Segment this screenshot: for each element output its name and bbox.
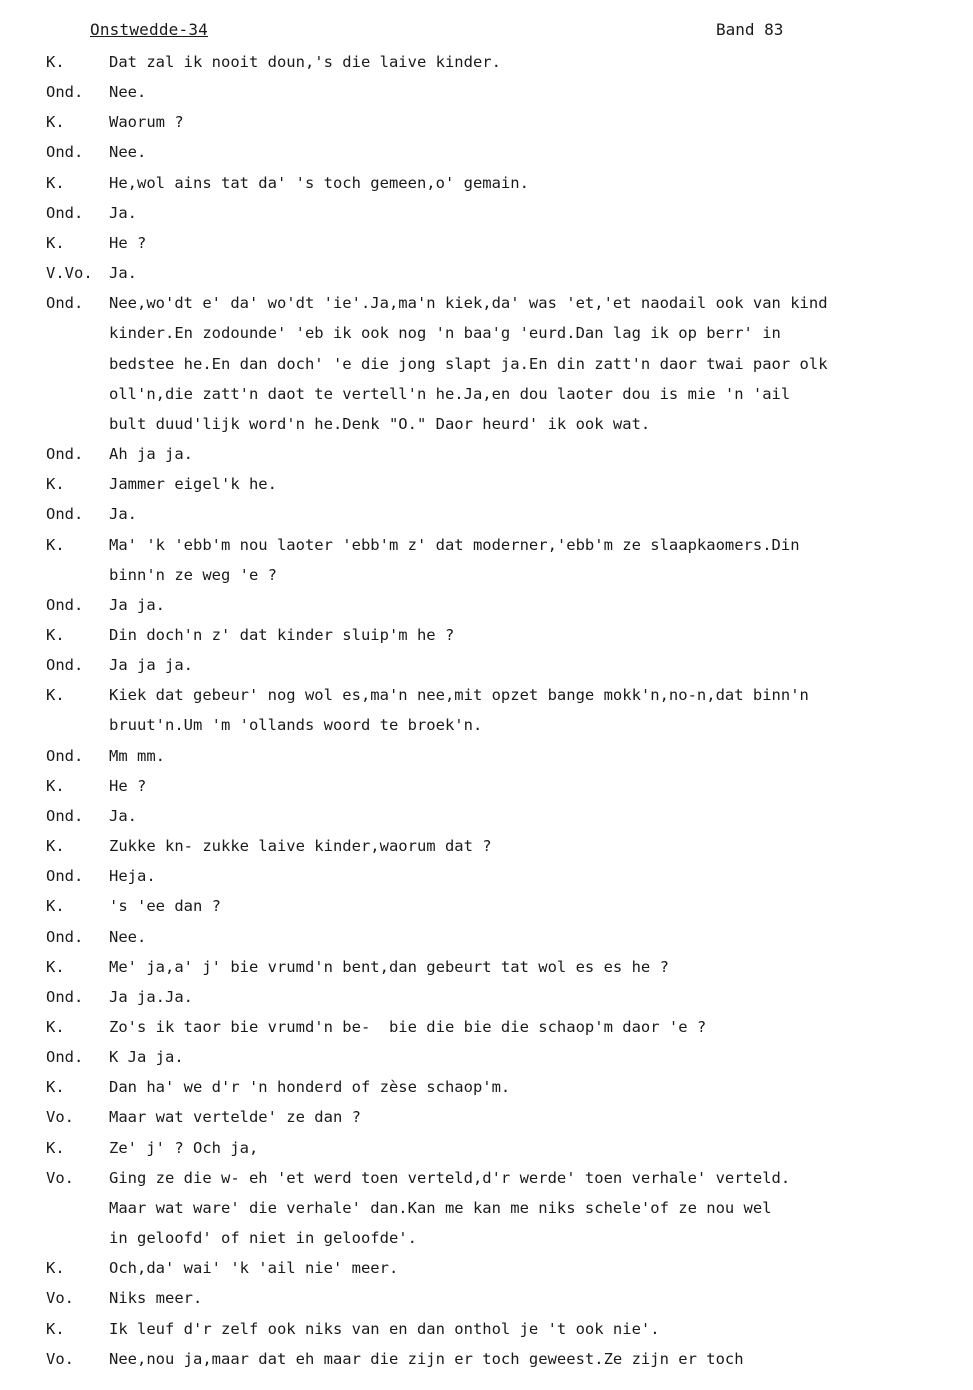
transcript-turn — [0, 861, 973, 891]
speaker-label: K. — [46, 625, 65, 644]
transcript-turn — [0, 741, 973, 771]
utterance-line: 's 'ee dan ? — [109, 897, 221, 916]
utterance-line: Ja ja. — [109, 595, 165, 614]
utterance — [109, 469, 939, 499]
utterance-line: Maar wat vertelde' ze dan ? — [109, 1108, 361, 1127]
utterance — [109, 1072, 939, 1102]
utterance-line: K Ja ja. — [109, 1048, 184, 1067]
utterance-line: Dan ha' we d'r 'n honderd of zèse schaop'm. — [109, 1078, 511, 1097]
utterance — [109, 1133, 939, 1163]
speaker-label: K. — [46, 233, 65, 252]
speaker-label: K. — [46, 173, 65, 192]
speaker-label: K. — [46, 1259, 65, 1278]
speaker-label: Ond. — [46, 1048, 84, 1067]
utterance — [109, 1283, 939, 1313]
utterance — [109, 590, 939, 620]
speaker-label: Vo. — [46, 1108, 74, 1127]
utterance — [109, 680, 939, 740]
transcript-turn — [0, 439, 973, 469]
speaker-label: K. — [46, 113, 65, 132]
utterance-line: Nee,wo'dt e' da' wo'dt 'ie'.Ja,ma'n kiek,da' was 'et,'et naodail ook van kind — [109, 294, 828, 313]
transcript-turn — [0, 137, 973, 167]
speaker-label: Ond. — [46, 746, 84, 765]
utterance-line: binn'n ze weg 'e ? — [109, 565, 277, 584]
speaker-label: K. — [46, 53, 65, 71]
page-header — [0, 20, 973, 44]
speaker-label: Vo. — [46, 1168, 74, 1187]
utterance — [109, 137, 939, 167]
speaker-label: K. — [46, 1138, 65, 1157]
speaker-label: K. — [46, 957, 65, 976]
transcript-turn — [0, 831, 973, 861]
utterance-line: Maar wat ware' die verhale' dan.Kan me kan me niks schele'of ze nou wel — [109, 1198, 772, 1217]
utterance — [109, 620, 939, 650]
transcript-turn — [0, 1072, 973, 1102]
utterance — [109, 650, 939, 680]
utterance-line: He,wol ains tat da' 's toch gemeen,o' gemain. — [109, 173, 529, 192]
transcript-turn — [0, 198, 973, 228]
utterance-line: Ja. — [109, 203, 137, 222]
speaker-label: Ond. — [46, 83, 84, 102]
transcript-turn — [0, 922, 973, 952]
utterance-line: Jammer eigel'k he. — [109, 475, 277, 494]
transcript-turn — [0, 982, 973, 1012]
transcript-turn — [0, 891, 973, 921]
utterance-line: kinder.En zodounde' 'eb ik ook nog 'n baa'g 'eurd.Dan lag ik op berr' in — [109, 324, 781, 343]
utterance-line: Ging ze die w- eh 'et werd toen verteld,d'r werde' toen verhale' verteld. — [109, 1168, 791, 1187]
speaker-label: Ond. — [46, 867, 84, 886]
utterance — [109, 107, 939, 137]
speaker-label: V.Vo. — [46, 264, 93, 283]
utterance — [109, 1344, 939, 1374]
utterance — [109, 1042, 939, 1072]
transcript-turn — [0, 228, 973, 258]
utterance-line: Zo's ik taor bie vrumd'n be- bie die bie die schaop'm daor 'e ? — [109, 1018, 707, 1036]
utterance-line: Din doch'n z' dat kinder sluip'm he ? — [109, 625, 455, 644]
transcript-turn — [0, 620, 973, 650]
utterance — [109, 982, 939, 1012]
transcript-turn — [0, 1133, 973, 1163]
utterance — [109, 1314, 939, 1344]
utterance-line: in geloofd' of niet in geloofde'. — [109, 1229, 417, 1248]
utterance — [109, 771, 939, 801]
transcript-turn — [0, 680, 973, 740]
transcript-turn — [0, 1314, 973, 1344]
utterance-line: Kiek dat gebeur' nog wol es,ma'n nee,mit opzet bange mokk'n,no-n,dat binn'n — [109, 686, 809, 705]
transcript-turn — [0, 1283, 973, 1313]
utterance — [109, 258, 939, 288]
transcript-turn — [0, 469, 973, 499]
transcript-turn — [0, 168, 973, 198]
utterance-line: Me' ja,a' j' bie vrumd'n bent,dan gebeurt tat wol es es he ? — [109, 957, 669, 976]
speaker-label: Ond. — [46, 927, 84, 946]
utterance-line: Ja. — [109, 505, 137, 524]
utterance-line: bult duud'lijk word'n he.Denk "O." Daor heurd' ik ook wat. — [109, 414, 651, 433]
utterance-line: Ja ja.Ja. — [109, 987, 193, 1006]
utterance-line: Zukke kn- zukke laive kinder,waorum dat ? — [109, 837, 492, 856]
transcript-turn — [0, 1344, 973, 1374]
speaker-label: K. — [46, 475, 65, 494]
transcript-turn — [0, 1102, 973, 1132]
transcript-turn — [0, 650, 973, 680]
utterance-line: Ja ja ja. — [109, 656, 193, 675]
speaker-label: Vo. — [46, 1349, 74, 1368]
utterance — [109, 1163, 939, 1253]
speaker-label: Ond. — [46, 595, 84, 614]
transcript-turn — [0, 107, 973, 137]
transcript — [0, 47, 973, 1374]
utterance — [109, 439, 939, 469]
speaker-label: K. — [46, 1319, 65, 1338]
transcript-turn — [0, 952, 973, 982]
transcript-turn — [0, 1012, 973, 1042]
transcript-turn — [0, 1163, 973, 1253]
speaker-label: Ond. — [46, 656, 84, 675]
speaker-label: K. — [46, 1018, 65, 1036]
speaker-label: K. — [46, 686, 65, 705]
utterance — [109, 228, 939, 258]
transcript-turn — [0, 258, 973, 288]
utterance — [109, 1253, 939, 1283]
utterance-line: Heja. — [109, 867, 156, 886]
utterance-line: He ? — [109, 776, 147, 795]
document-title: Onstwedde-34 — [90, 20, 208, 39]
utterance-line: Nee. — [109, 83, 147, 102]
speaker-label: Ond. — [46, 806, 84, 825]
utterance-line: He ? — [109, 233, 147, 252]
transcript-turn — [0, 590, 973, 620]
utterance-line: Ze' j' ? Och ja, — [109, 1138, 259, 1157]
speaker-label: K. — [46, 776, 65, 795]
speaker-label: K. — [46, 837, 65, 856]
utterance — [109, 831, 939, 861]
transcript-turn — [0, 499, 973, 529]
transcript-turn — [0, 288, 973, 439]
utterance — [109, 77, 939, 107]
utterance — [109, 47, 939, 77]
speaker-label: Ond. — [46, 987, 84, 1006]
transcript-turn — [0, 47, 973, 77]
transcript-turn — [0, 77, 973, 107]
utterance — [109, 499, 939, 529]
utterance — [109, 168, 939, 198]
band-number: Band 83 — [716, 20, 784, 39]
utterance — [109, 741, 939, 771]
utterance-line: Ja. — [109, 264, 137, 283]
utterance — [109, 922, 939, 952]
transcript-turn — [0, 1253, 973, 1283]
utterance-line: Dat zal ik nooit doun,'s die laive kinder. — [109, 53, 501, 71]
utterance — [109, 198, 939, 228]
utterance-line: Nee,nou ja,maar dat eh maar die zijn er toch geweest.Ze zijn er toch — [109, 1349, 744, 1368]
utterance — [109, 1102, 939, 1132]
utterance-line: Ik leuf d'r zelf ook niks van en dan onthol je 't ook nie'. — [109, 1319, 660, 1338]
utterance-line: Ah ja ja. — [109, 445, 193, 464]
utterance — [109, 861, 939, 891]
speaker-label: Ond. — [46, 445, 84, 464]
utterance-line: oll'n,die zatt'n daot te vertell'n he.Ja,en dou laoter dou is mie 'n 'ail — [109, 384, 791, 403]
utterance-line: Mm mm. — [109, 746, 165, 765]
speaker-label: Ond. — [46, 505, 84, 524]
utterance-line: bruut'n.Um 'm 'ollands woord te broek'n. — [109, 716, 483, 735]
speaker-label: K. — [46, 535, 65, 554]
utterance-line: Niks meer. — [109, 1289, 203, 1308]
utterance-line: Waorum ? — [109, 113, 184, 132]
utterance-line: bedstee he.En dan doch' 'e die jong slapt ja.En din zatt'n daor twai paor olk — [109, 354, 828, 373]
utterance-line: Och,da' wai' 'k 'ail nie' meer. — [109, 1259, 399, 1278]
transcript-turn — [0, 771, 973, 801]
speaker-label: Vo. — [46, 1289, 74, 1308]
speaker-label: Ond. — [46, 203, 84, 222]
speaker-label: Ond. — [46, 143, 84, 162]
utterance-line: Nee. — [109, 143, 147, 162]
transcript-turn — [0, 801, 973, 831]
utterance — [109, 1012, 939, 1042]
speaker-label: Ond. — [46, 294, 84, 313]
utterance — [109, 952, 939, 982]
speaker-label: K. — [46, 897, 65, 916]
transcript-turn — [0, 1042, 973, 1072]
utterance-line: Nee. — [109, 927, 147, 946]
utterance — [109, 530, 939, 590]
utterance — [109, 891, 939, 921]
utterance — [109, 801, 939, 831]
speaker-label: K. — [46, 1078, 65, 1097]
utterance-line: Ma' 'k 'ebb'm nou laoter 'ebb'm z' dat moderner,'ebb'm ze slaapkaomers.Din — [109, 535, 800, 554]
utterance — [109, 288, 939, 439]
utterance-line: Ja. — [109, 806, 137, 825]
transcript-turn — [0, 530, 973, 590]
